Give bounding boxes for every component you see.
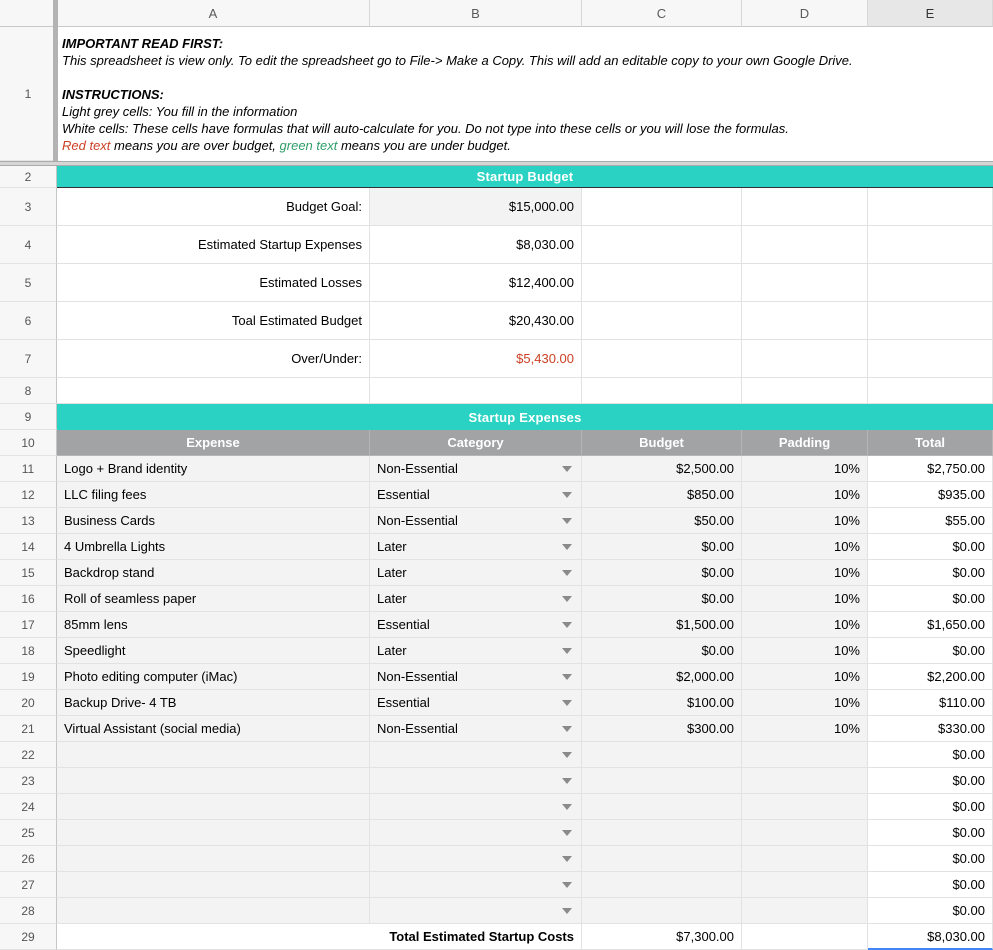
expense-row bbox=[57, 612, 993, 638]
padding-cell[interactable]: 10% bbox=[742, 560, 868, 586]
budget-cell[interactable]: $0.00 bbox=[582, 534, 742, 560]
expense-name-cell[interactable] bbox=[57, 898, 370, 924]
total-cell[interactable]: $2,750.00 bbox=[868, 456, 993, 482]
instructions-cell[interactable] bbox=[57, 27, 993, 161]
budget-row-value[interactable]: $5,430.00 bbox=[370, 340, 582, 378]
budget-cell[interactable]: $0.00 bbox=[582, 586, 742, 612]
budget-cell[interactable]: $2,000.00 bbox=[582, 664, 742, 690]
expense-row bbox=[57, 872, 993, 898]
expense-row bbox=[57, 664, 993, 690]
table-header-total[interactable]: Total bbox=[868, 430, 993, 456]
table-header-budget[interactable]: Budget bbox=[582, 430, 742, 456]
category-cell[interactable]: Later bbox=[370, 560, 582, 586]
row-number[interactable]: 21 bbox=[0, 716, 57, 742]
startup-expenses-title-bar[interactable]: Startup Expenses bbox=[57, 404, 993, 430]
red-text-sample: Red text bbox=[62, 138, 111, 153]
budget-row-label[interactable]: Estimated Losses bbox=[57, 264, 370, 302]
budget-cell[interactable] bbox=[582, 872, 742, 898]
instructions-line-2: Light grey cells: You fill in the information bbox=[62, 104, 298, 119]
total-cell[interactable]: $0.00 bbox=[868, 742, 993, 768]
padding-cell[interactable]: 10% bbox=[742, 612, 868, 638]
padding-cell[interactable] bbox=[742, 768, 868, 794]
padding-cell[interactable]: 10% bbox=[742, 456, 868, 482]
grand-total-cell-selected[interactable]: $8,030.00 bbox=[868, 924, 993, 950]
instructions-line-3: White cells: These cells have formulas that will auto-calculate for you. Do not type into these cells or you will lose the formulas. bbox=[62, 121, 789, 136]
total-cell[interactable]: $0.00 bbox=[868, 846, 993, 872]
expense-row bbox=[57, 534, 993, 560]
expense-name-cell[interactable] bbox=[57, 820, 370, 846]
total-cell[interactable]: $110.00 bbox=[868, 690, 993, 716]
column-header-e[interactable]: E bbox=[868, 0, 993, 27]
expense-row bbox=[57, 482, 993, 508]
instructions-line-4: Red text means you are over budget, green text means you are under budget. bbox=[62, 138, 511, 153]
empty-cell[interactable] bbox=[868, 378, 993, 404]
budget-total-cell[interactable]: $7,300.00 bbox=[582, 924, 742, 950]
expense-row bbox=[57, 456, 993, 482]
expenses-table-header-row bbox=[57, 430, 993, 456]
budget-cell[interactable] bbox=[582, 846, 742, 872]
table-header-category[interactable]: Category bbox=[370, 430, 582, 456]
empty-cell[interactable] bbox=[742, 302, 868, 340]
budget-row-label[interactable]: Toal Estimated Budget bbox=[57, 302, 370, 340]
expense-row bbox=[57, 690, 993, 716]
expense-name-cell[interactable]: Photo editing computer (iMac) bbox=[57, 664, 370, 690]
expense-name-cell[interactable]: LLC filing fees bbox=[57, 482, 370, 508]
expense-name-cell[interactable]: Business Cards bbox=[57, 508, 370, 534]
budget-row-value[interactable]: $20,430.00 bbox=[370, 302, 582, 340]
total-cell[interactable]: $330.00 bbox=[868, 716, 993, 742]
expense-row bbox=[57, 742, 993, 768]
expense-name-cell[interactable] bbox=[57, 742, 370, 768]
dropdown-arrow-icon[interactable] bbox=[562, 752, 572, 758]
category-cell[interactable]: Later bbox=[370, 638, 582, 664]
empty-cell[interactable] bbox=[868, 264, 993, 302]
expense-row bbox=[57, 768, 993, 794]
category-cell[interactable] bbox=[370, 872, 582, 898]
row-number[interactable]: 6 bbox=[0, 302, 57, 340]
row-number[interactable]: 4 bbox=[0, 226, 57, 264]
total-cell[interactable]: $0.00 bbox=[868, 638, 993, 664]
empty-cell[interactable] bbox=[742, 924, 868, 950]
category-cell[interactable] bbox=[370, 768, 582, 794]
row-number[interactable]: 1 bbox=[0, 27, 57, 161]
empty-cell[interactable] bbox=[582, 378, 742, 404]
category-cell[interactable]: Essential bbox=[370, 482, 582, 508]
totals-row bbox=[57, 924, 993, 950]
total-costs-label-cell[interactable]: Total Estimated Startup Costs bbox=[57, 924, 582, 950]
padding-cell[interactable] bbox=[742, 872, 868, 898]
empty-cell[interactable] bbox=[868, 226, 993, 264]
select-all-corner[interactable] bbox=[0, 0, 57, 27]
budget-cell[interactable]: $0.00 bbox=[582, 638, 742, 664]
instructions-heading-1: IMPORTANT READ FIRST: bbox=[62, 36, 224, 51]
total-cell[interactable]: $935.00 bbox=[868, 482, 993, 508]
dropdown-arrow-icon[interactable] bbox=[562, 648, 572, 654]
total-cell[interactable]: $55.00 bbox=[868, 508, 993, 534]
row-number[interactable]: 15 bbox=[0, 560, 57, 586]
padding-cell[interactable]: 10% bbox=[742, 586, 868, 612]
total-cell[interactable]: $0.00 bbox=[868, 872, 993, 898]
row-number[interactable]: 29 bbox=[0, 924, 57, 950]
empty-cell[interactable] bbox=[57, 378, 370, 404]
column-header-row bbox=[0, 0, 993, 27]
budget-cell[interactable]: $850.00 bbox=[582, 482, 742, 508]
frozen-row-divider[interactable] bbox=[0, 161, 993, 166]
category-cell[interactable] bbox=[370, 846, 582, 872]
dropdown-arrow-icon[interactable] bbox=[562, 466, 572, 472]
expense-name-cell[interactable]: Logo + Brand identity bbox=[57, 456, 370, 482]
expense-name-cell[interactable] bbox=[57, 846, 370, 872]
column-header-a[interactable]: A bbox=[57, 0, 370, 27]
padding-cell[interactable]: 10% bbox=[742, 664, 868, 690]
budget-cell[interactable]: $1,500.00 bbox=[582, 612, 742, 638]
total-cell[interactable]: $0.00 bbox=[868, 820, 993, 846]
budget-cell[interactable]: $100.00 bbox=[582, 690, 742, 716]
budget-cell[interactable]: $300.00 bbox=[582, 716, 742, 742]
row-number[interactable]: 13 bbox=[0, 508, 57, 534]
row-number[interactable]: 19 bbox=[0, 664, 57, 690]
padding-cell[interactable] bbox=[742, 794, 868, 820]
budget-cell[interactable] bbox=[582, 742, 742, 768]
row-number[interactable]: 23 bbox=[0, 768, 57, 794]
category-cell[interactable] bbox=[370, 794, 582, 820]
padding-cell[interactable]: 10% bbox=[742, 638, 868, 664]
dropdown-arrow-icon[interactable] bbox=[562, 544, 572, 550]
row-number[interactable]: 2 bbox=[0, 166, 57, 188]
empty-cell[interactable] bbox=[582, 188, 742, 226]
budget-summary-row bbox=[57, 188, 993, 226]
total-cell[interactable]: $1,650.00 bbox=[868, 612, 993, 638]
category-cell[interactable]: Essential bbox=[370, 690, 582, 716]
table-header-padding[interactable]: Padding bbox=[742, 430, 868, 456]
budget-cell[interactable]: $50.00 bbox=[582, 508, 742, 534]
expense-name-cell[interactable]: Virtual Assistant (social media) bbox=[57, 716, 370, 742]
expense-row bbox=[57, 716, 993, 742]
instructions-heading-2: INSTRUCTIONS: bbox=[62, 87, 164, 102]
expense-row bbox=[57, 898, 993, 924]
empty-cell[interactable] bbox=[370, 378, 582, 404]
empty-cell[interactable] bbox=[582, 226, 742, 264]
budget-cell[interactable] bbox=[582, 768, 742, 794]
empty-row bbox=[57, 378, 993, 404]
budget-summary-row bbox=[57, 340, 993, 378]
empty-cell[interactable] bbox=[868, 302, 993, 340]
row-number[interactable]: 25 bbox=[0, 820, 57, 846]
green-text-sample: green text bbox=[279, 138, 338, 153]
padding-cell[interactable]: 10% bbox=[742, 482, 868, 508]
dropdown-arrow-icon[interactable] bbox=[562, 492, 572, 498]
category-cell[interactable]: Essential bbox=[370, 612, 582, 638]
row-number[interactable]: 3 bbox=[0, 188, 57, 226]
budget-row-value[interactable]: $12,400.00 bbox=[370, 264, 582, 302]
total-cell[interactable]: $0.00 bbox=[868, 560, 993, 586]
budget-cell[interactable]: $0.00 bbox=[582, 560, 742, 586]
row-number[interactable]: 17 bbox=[0, 612, 57, 638]
total-cell[interactable]: $2,200.00 bbox=[868, 664, 993, 690]
dropdown-arrow-icon[interactable] bbox=[562, 674, 572, 680]
budget-cell[interactable] bbox=[582, 898, 742, 924]
padding-cell[interactable]: 10% bbox=[742, 690, 868, 716]
padding-cell[interactable] bbox=[742, 742, 868, 768]
expense-row bbox=[57, 820, 993, 846]
budget-cell[interactable] bbox=[582, 794, 742, 820]
startup-budget-title-bar[interactable]: Startup Budget bbox=[57, 166, 993, 188]
total-cell[interactable]: $0.00 bbox=[868, 768, 993, 794]
dropdown-arrow-icon[interactable] bbox=[562, 882, 572, 888]
empty-cell[interactable] bbox=[742, 378, 868, 404]
row-number[interactable]: 5 bbox=[0, 264, 57, 302]
budget-row-label[interactable]: Estimated Startup Expenses bbox=[57, 226, 370, 264]
padding-cell[interactable] bbox=[742, 846, 868, 872]
budget-summary-row bbox=[57, 302, 993, 340]
category-cell[interactable]: Non-Essential bbox=[370, 664, 582, 690]
category-cell[interactable] bbox=[370, 898, 582, 924]
column-header-c[interactable]: C bbox=[582, 0, 742, 27]
empty-cell[interactable] bbox=[742, 226, 868, 264]
expense-row bbox=[57, 794, 993, 820]
empty-cell[interactable] bbox=[582, 302, 742, 340]
expense-name-cell[interactable]: Backup Drive- 4 TB bbox=[57, 690, 370, 716]
budget-cell[interactable] bbox=[582, 820, 742, 846]
row-number[interactable]: 10 bbox=[0, 430, 57, 456]
column-header-d[interactable]: D bbox=[742, 0, 868, 27]
dropdown-arrow-icon[interactable] bbox=[562, 726, 572, 732]
empty-cell[interactable] bbox=[742, 188, 868, 226]
budget-row-value[interactable]: $8,030.00 bbox=[370, 226, 582, 264]
row-number[interactable]: 16 bbox=[0, 586, 57, 612]
expense-name-cell[interactable]: Speedlight bbox=[57, 638, 370, 664]
budget-row-value[interactable]: $15,000.00 bbox=[370, 188, 582, 226]
category-cell[interactable]: Non-Essential bbox=[370, 508, 582, 534]
category-cell[interactable]: Later bbox=[370, 534, 582, 560]
padding-cell[interactable]: 10% bbox=[742, 534, 868, 560]
row-number[interactable]: 26 bbox=[0, 846, 57, 872]
padding-cell[interactable] bbox=[742, 820, 868, 846]
dropdown-arrow-icon[interactable] bbox=[562, 856, 572, 862]
category-cell[interactable] bbox=[370, 742, 582, 768]
padding-cell[interactable]: 10% bbox=[742, 508, 868, 534]
frozen-column-divider[interactable] bbox=[53, 0, 58, 161]
column-header-b[interactable]: B bbox=[370, 0, 582, 27]
expense-name-cell[interactable]: 85mm lens bbox=[57, 612, 370, 638]
budget-summary-row bbox=[57, 226, 993, 264]
expense-row bbox=[57, 586, 993, 612]
category-cell[interactable]: Non-Essential bbox=[370, 456, 582, 482]
dropdown-arrow-icon[interactable] bbox=[562, 518, 572, 524]
total-cell[interactable]: $0.00 bbox=[868, 586, 993, 612]
row-number[interactable]: 22 bbox=[0, 742, 57, 768]
expense-name-cell[interactable] bbox=[57, 872, 370, 898]
row-number[interactable]: 28 bbox=[0, 898, 57, 924]
dropdown-arrow-icon[interactable] bbox=[562, 804, 572, 810]
row-number[interactable]: 18 bbox=[0, 638, 57, 664]
dropdown-arrow-icon[interactable] bbox=[562, 700, 572, 706]
empty-cell[interactable] bbox=[582, 340, 742, 378]
expense-name-cell[interactable] bbox=[57, 794, 370, 820]
expense-name-cell[interactable]: 4 Umbrella Lights bbox=[57, 534, 370, 560]
row-number[interactable]: 12 bbox=[0, 482, 57, 508]
row-number[interactable]: 20 bbox=[0, 690, 57, 716]
row-number[interactable]: 24 bbox=[0, 794, 57, 820]
row-number[interactable]: 8 bbox=[0, 378, 57, 404]
dropdown-arrow-icon[interactable] bbox=[562, 596, 572, 602]
expense-name-cell[interactable]: Roll of seamless paper bbox=[57, 586, 370, 612]
total-cell[interactable]: $0.00 bbox=[868, 534, 993, 560]
empty-cell[interactable] bbox=[868, 188, 993, 226]
row-number[interactable]: 9 bbox=[0, 404, 57, 430]
budget-cell[interactable]: $2,500.00 bbox=[582, 456, 742, 482]
table-header-expense[interactable]: Expense bbox=[57, 430, 370, 456]
expense-name-cell[interactable] bbox=[57, 768, 370, 794]
row-number[interactable]: 14 bbox=[0, 534, 57, 560]
budget-row-label[interactable]: Over/Under: bbox=[57, 340, 370, 378]
expense-row bbox=[57, 638, 993, 664]
category-cell[interactable]: Non-Essential bbox=[370, 716, 582, 742]
total-cell[interactable]: $0.00 bbox=[868, 898, 993, 924]
category-cell[interactable] bbox=[370, 820, 582, 846]
dropdown-arrow-icon[interactable] bbox=[562, 830, 572, 836]
padding-cell[interactable]: 10% bbox=[742, 716, 868, 742]
empty-cell[interactable] bbox=[868, 340, 993, 378]
expense-row bbox=[57, 846, 993, 872]
padding-cell[interactable] bbox=[742, 898, 868, 924]
category-cell[interactable]: Later bbox=[370, 586, 582, 612]
empty-cell[interactable] bbox=[582, 264, 742, 302]
row-number[interactable]: 7 bbox=[0, 340, 57, 378]
dropdown-arrow-icon[interactable] bbox=[562, 778, 572, 784]
expense-row bbox=[57, 508, 993, 534]
row-number[interactable]: 11 bbox=[0, 456, 57, 482]
expense-row bbox=[57, 560, 993, 586]
row-number[interactable]: 27 bbox=[0, 872, 57, 898]
budget-row-label[interactable]: Budget Goal: bbox=[57, 188, 370, 226]
budget-summary-row bbox=[57, 264, 993, 302]
dropdown-arrow-icon[interactable] bbox=[562, 622, 572, 628]
total-cell[interactable]: $0.00 bbox=[868, 794, 993, 820]
dropdown-arrow-icon[interactable] bbox=[562, 908, 572, 914]
empty-cell[interactable] bbox=[742, 264, 868, 302]
dropdown-arrow-icon[interactable] bbox=[562, 570, 572, 576]
instructions-line-1: This spreadsheet is view only. To edit the spreadsheet go to File-> Make a Copy. This will add an editable copy to your own Google Drive. bbox=[62, 53, 853, 68]
empty-cell[interactable] bbox=[742, 340, 868, 378]
expense-name-cell[interactable]: Backdrop stand bbox=[57, 560, 370, 586]
